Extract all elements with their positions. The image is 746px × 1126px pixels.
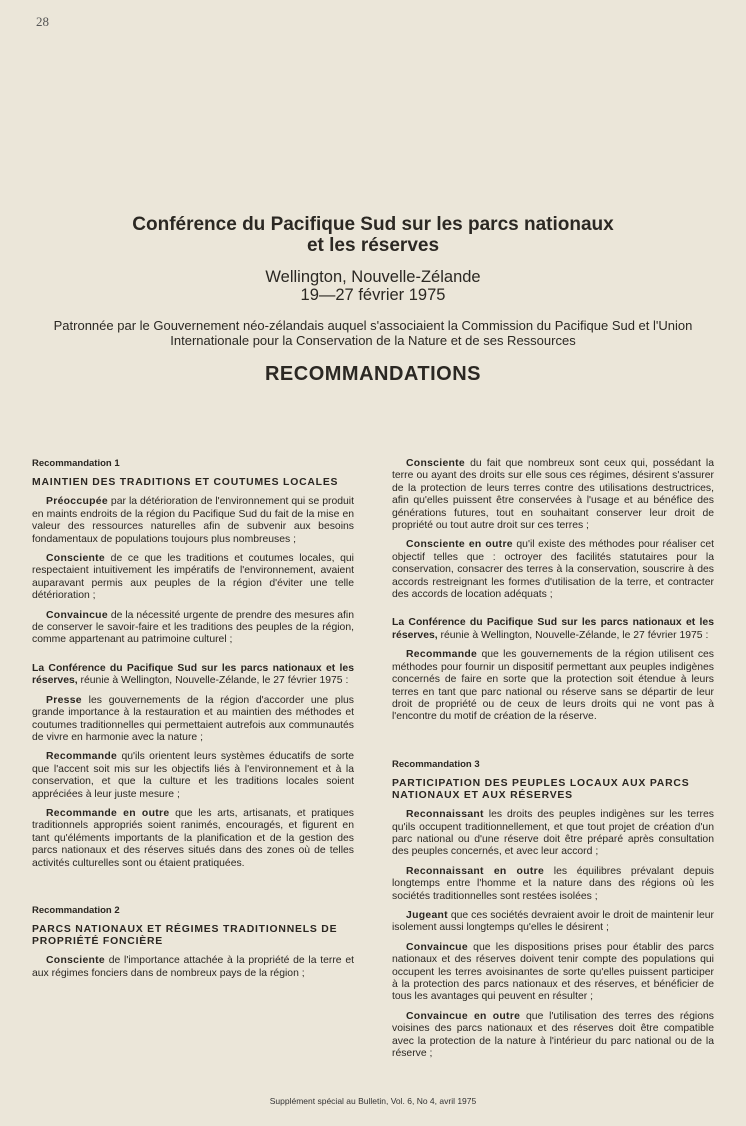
paragraph-lead: Consciente: [46, 553, 106, 565]
title-line-1: Conférence du Pacifique Sud sur les parcs nationaux: [132, 214, 614, 235]
conference-dates: 19—27 février 1975: [300, 286, 446, 304]
right-column: [392, 458, 714, 1067]
conference-statement-text: réunie à Wellington, Nouvelle-Zélande, le 27 février 1975 :: [77, 675, 349, 687]
paragraph-text: que l'utilisation des terres des régions voisines des parcs nationaux et des réserves doit être compatible avec la protection de la nature à l'intérieur du parc national ou de la réserve ;: [392, 1010, 714, 1060]
paragraph-text: de ce que les traditions et coutumes locales, qui respectaient intuitivement les impératifs de l'environnement, avaient auparavant permis aux peuples de la région d'éviter une telle détérioration ;: [32, 553, 354, 602]
paragraph-text: qu'il existe des méthodes pour réaliser cet objectif telles que : octroyer des facilités statutaires pour la conservation, consacrer des terres à la conservation, souscrire à des accords restreignant les formes d'utilisation de la terre, et contracter des accords de location adéquats ;: [392, 539, 714, 601]
paragraph: [392, 866, 714, 903]
paragraph-lead: Préoccupée: [46, 496, 108, 508]
paragraph-lead: Consciente: [406, 458, 466, 469]
recommendation-1-title: MAINTIEN DES TRADITIONS ET COUTUMES LOCALES: [32, 477, 339, 489]
paragraph-text: de l'importance attachée à la propriété de la terre et aux régimes fonciers dans de nombreux pays de la région ;: [32, 955, 354, 979]
paragraph-lead: Recommande: [406, 649, 478, 661]
paragraph-lead: Recommande: [46, 751, 118, 763]
paragraph: [392, 539, 714, 601]
paragraph-lead: Reconnaissant en outre: [406, 865, 545, 877]
paragraph-lead: Recommande en outre: [46, 807, 170, 819]
patronage-text: Patronnée par le Gouvernement néo-zélandais auquel s'associaient la Commission du Pacifique Sud et l'Union Internationale pour la Conservation de la Nature et de ses Ressources: [53, 318, 693, 348]
paragraph: [32, 808, 354, 870]
paragraph-lead: Consciente en outre: [406, 539, 513, 551]
recommendation-3-label: Recommandation 3: [392, 758, 480, 770]
paragraph: [32, 695, 354, 745]
paragraph-lead: Convaincue: [46, 609, 108, 621]
paragraph-text: du fait que nombreux sont ceux qui, possédant la terre ou ayant des droits sur elle sous ces régimes, désirent s'assurer de la protection de leurs terres contre des utilisations destructrices, afin qu'elles puissent être conservées à l'usage et au bénéfice des générations futures, tout en souhaitant conserver leur droit de propriété ou tout autre droit sur ces terres ;: [392, 458, 714, 532]
spacer: [32, 877, 354, 905]
title-line-2: et les réserves: [306, 235, 440, 256]
spacer: [392, 731, 714, 759]
conference-statement-lead: La Conférence du Pacifique Sud sur les parcs nationaux et les réserves,: [392, 617, 714, 641]
paragraph-lead: Consciente: [46, 955, 106, 967]
paragraph: [32, 955, 354, 980]
paragraph-text: les droits des peuples indigènes sur les terres qu'ils occupent traditionnellement, et que tout projet de création d'un parc national ou d'une réserve doit être préparé après consultation des peuples concernés, et avec leur accord ;: [392, 809, 714, 858]
conference-statement: [392, 617, 714, 642]
main-heading: RECOMMANDATIONS: [264, 363, 481, 385]
document-header: [0, 214, 746, 386]
conference-statement-text: réunie à Wellington, Nouvelle-Zélande, le 27 février 1975 :: [437, 629, 709, 641]
paragraph: [392, 1011, 714, 1061]
paragraph-text: les équilibres prévalant depuis longtemps entre l'homme et la nature dans des régions où les sociétés traditionnelles sont restées isolées ;: [392, 865, 715, 902]
paragraph: [392, 809, 714, 859]
paragraph-lead: Convaincue en outre: [406, 1010, 521, 1022]
paragraph-text: les gouvernements de la région d'accorder une plus grande importance à la restauration et au maintien des méthodes et coutumes traditionnelles qui permettaient autrefois aux communautés de vivre en harmonie avec la nature ;: [32, 694, 354, 743]
paragraph-text: par la détérioration de l'environnement qui se produit en maints endroits de la région du Pacifique Sud du fait de la mise en valeur des ressources naturelles afin de subvenir aux besoins fondamentaux de populations toujours plus nombreuses ;: [32, 496, 354, 545]
paragraph: [392, 649, 714, 723]
paragraph-lead: Jugeant: [406, 909, 448, 921]
paragraph-text: de la nécessité urgente de prendre des mesures afin de conserver le savoir-faire et les traditions des peuples de la région, comme appartenant au patrimoine culturel ;: [32, 609, 354, 646]
paragraph-lead: Convaincue: [406, 941, 468, 953]
paragraph-text: que les gouvernements de la région utilisent ces méthodes pour fournir un dispositif permettant aux peuples indigènes concernés de faire en sorte que la protection soit étendue à leurs terres en tant que parc national ou réserve sans se départir de leur droit de propriété ou de ceux de leurs droits qui ne vont pas à l'encontre du motif de création de la réserve.: [392, 649, 714, 723]
recommendation-2-title: PARCS NATIONAUX ET RÉGIMES TRADITIONNELS DE PROPRIÉTÉ FONCIÈRE: [32, 924, 338, 948]
conference-place: Wellington, Nouvelle-Zélande: [265, 268, 481, 286]
recommendation-1-label: Recommandation 1: [32, 458, 120, 469]
paragraph-lead: Reconnaissant: [406, 809, 484, 821]
paragraph: [32, 553, 354, 603]
paragraph-text: que ces sociétés devraient avoir le droit de maintenir leur isolement aussi longtemps qu'elles le désirent ;: [392, 909, 714, 934]
paragraph-lead: Presse: [46, 694, 82, 706]
paragraph-text: que les arts, artisanats, et pratiques traditionnels appropriés soient ranimés, encouragés, et figurent en tant qu'éléments importants de la planification et de la gestion des parcs nationaux et des réserves situés dans des zones où de telles activités culturelles sont ou étaient pratiquées.: [32, 807, 355, 869]
conference-title: [0, 214, 746, 256]
paragraph-text: que les dispositions prises pour établir des parcs nationaux et des réserves doivent tenir compte des populations qui occupent les terres avoisinantes de sorte qu'elles puissent participer à la protection des parcs nationaux et des réserves, et bénéficier de tous les avantages qui peuvent en résulter ;: [392, 941, 714, 1003]
page-number: 28: [36, 14, 49, 29]
paragraph: [392, 942, 714, 1004]
paragraph-text: qu'ils orientent leurs systèmes éducatifs de sorte que l'accent soit mis sur les objectifs liés à l'environnement et à la conservation, et que la culture et les traditions locales soient appréciées à leur juste mesure ;: [32, 751, 354, 800]
paragraph: [32, 610, 354, 647]
recommendation-2-label: Recommandation 2: [32, 904, 120, 916]
paragraph: [392, 458, 714, 532]
paragraph: [392, 910, 714, 935]
paragraph: [32, 496, 354, 546]
recommendation-3-title: PARTICIPATION DES PEUPLES LOCAUX AUX PARCS NATIONAUX ET AUX RÉSERVES: [392, 778, 690, 802]
footer-citation: Supplément spécial au Bulletin, Vol. 6, No 4, avril 1975: [269, 1096, 477, 1106]
left-column: [32, 458, 354, 987]
conference-statement: [32, 663, 354, 688]
paragraph: [32, 751, 354, 801]
conference-statement-lead: La Conférence du Pacifique Sud sur les parcs nationaux et les réserves,: [32, 662, 354, 687]
